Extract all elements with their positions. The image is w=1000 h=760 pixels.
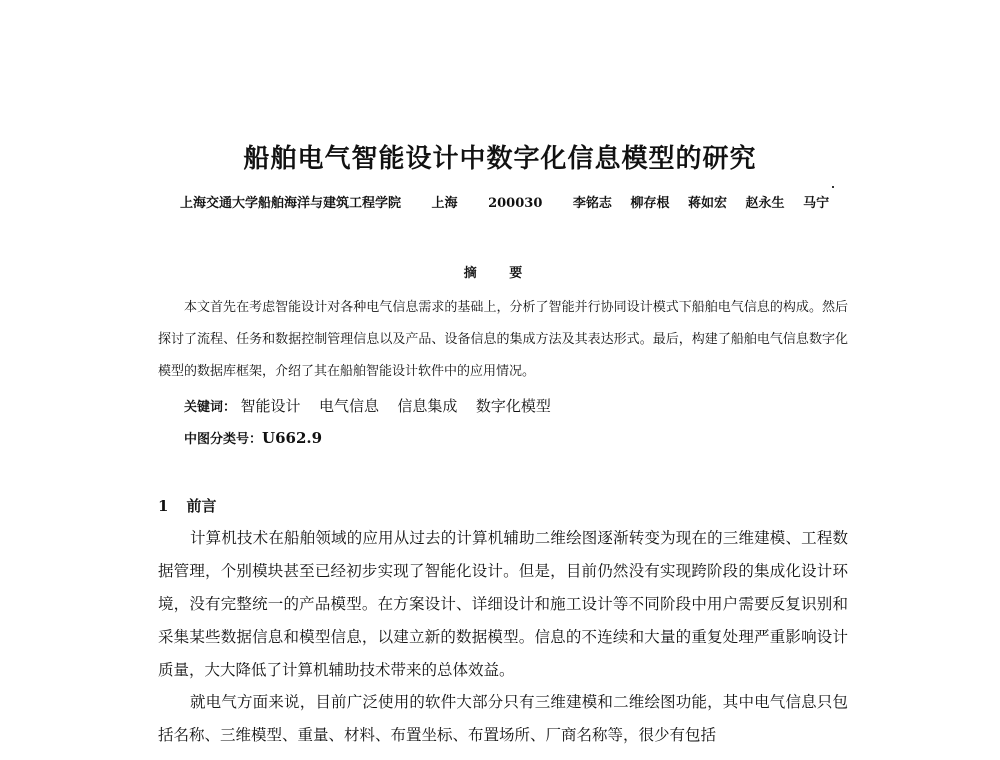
clc-line <box>184 428 322 447</box>
body-paragraph: 就电气方面来说，目前广泛使用的软件大部分只有三维建模和二维绘图功能，其中电气信息只包括名称、三维模型、重量、材料、布置坐标、布置场所、厂商名称等，很少有包括 <box>158 693 848 744</box>
author-name: 赵永生 <box>745 196 785 211</box>
clc-label: 中图分类号： <box>184 432 263 447</box>
keywords-line <box>184 395 565 416</box>
abstract-heading: 摘 要 <box>463 266 537 281</box>
keywords-label: 关键词： <box>184 400 237 415</box>
institution: 上海交通大学船舶海洋与建筑工程学院 <box>180 196 402 211</box>
abstract-text: 本文首先在考虑智能设计对各种电气信息需求的基础上，分析了智能并行协同设计模式下船舶电气信息的构成。然后探讨了流程、任务和数据控制管理信息以及产品、设备信息的集成方法及其表达形式。最后，构建了船舶电气信息数字化模型的数据库框架，介绍了其在船舶智能设计软件中的应用情况。 <box>158 300 848 379</box>
affiliation-line <box>180 192 843 211</box>
postcode: 200030 <box>488 196 543 211</box>
section-heading <box>158 495 216 516</box>
author-name: 柳存根 <box>630 196 670 211</box>
keyword: 数字化模型 <box>475 397 551 415</box>
keyword: 电气信息 <box>318 397 379 415</box>
city: 上海 <box>431 196 458 211</box>
author-name: 李铭志 <box>572 196 612 211</box>
author-name: 马宁 <box>803 196 830 211</box>
section-title: 前言 <box>186 497 217 515</box>
keyword: 智能设计 <box>240 397 301 415</box>
paper-title: 船舶电气智能设计中数字化信息模型的研究 <box>243 144 757 174</box>
section-number: 1 <box>158 497 169 515</box>
keyword: 信息集成 <box>397 397 458 415</box>
clc-value: U662.9 <box>262 429 323 447</box>
body-paragraph: 计算机技术在船舶领域的应用从过去的计算机辅助二维绘图逐渐转变为现在的三维建模、工程数据管理，个别模块甚至已经初步实现了智能化设计。但是，目前仍然没有实现跨阶段的集成化设计环境，没有完整统一的产品模型。在方案设计、详细设计和施工设计等不同阶段中用户需要反复识别和采集某些数据信息和模型信息，以建立新的数据模型。信息的不连续和大量的重复处理严重影响设计质量，大大降低了计算机辅助技术带来的总体效益。 <box>158 529 848 679</box>
scan-speck <box>832 186 834 188</box>
author-name: 蒋如宏 <box>688 196 728 211</box>
